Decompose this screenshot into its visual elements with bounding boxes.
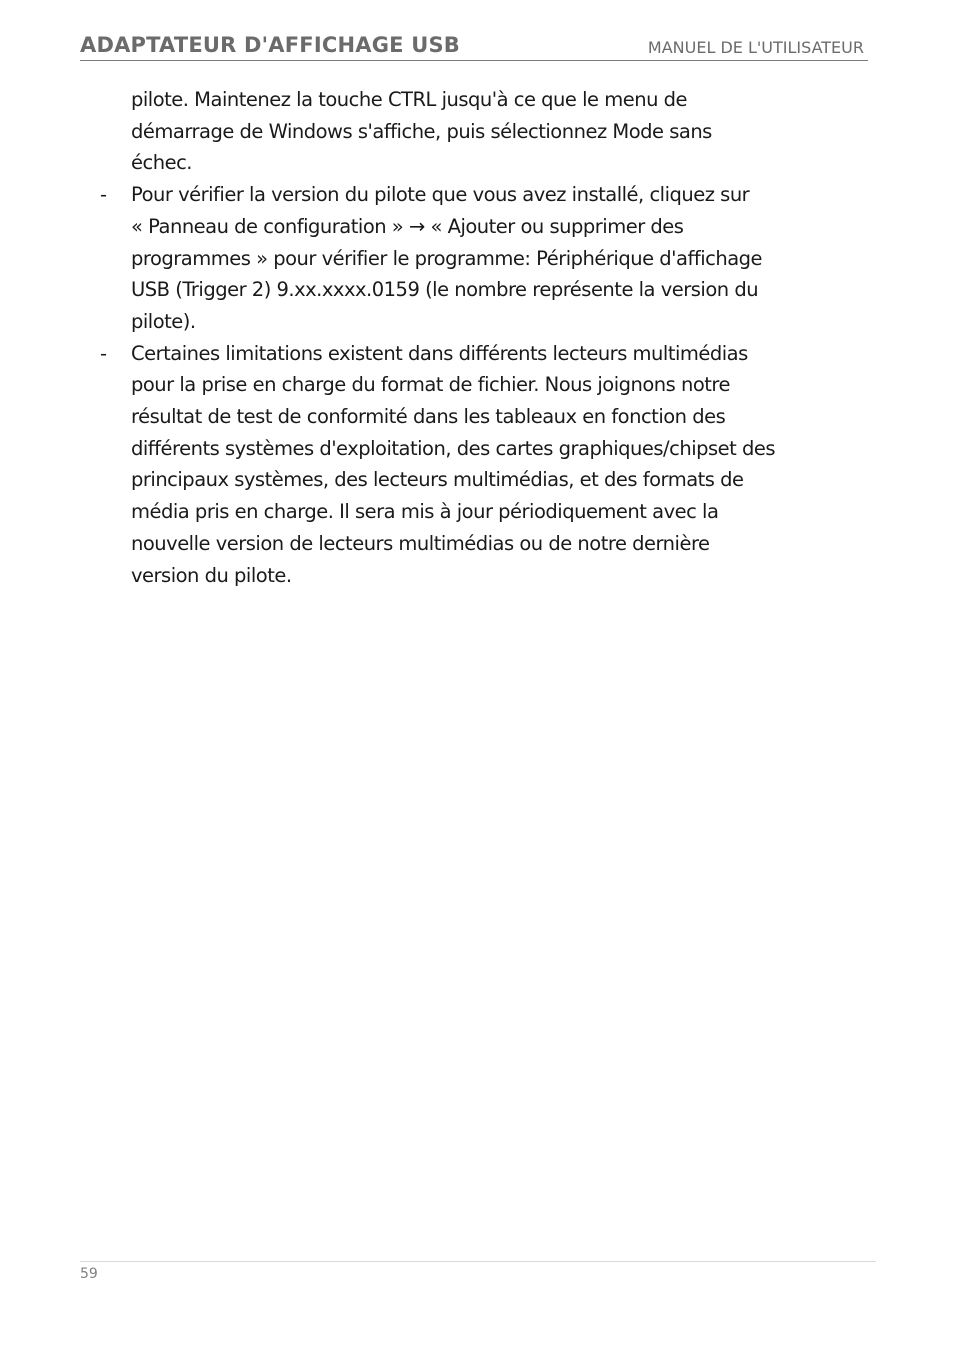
text-line: principaux systèmes, des lecteurs multimédias, et des formats de (131, 468, 744, 492)
text-line: différents systèmes d'exploitation, des cartes graphiques/chipset des (131, 436, 776, 460)
text-line: USB (Trigger 2) 9.xx.xxxx.0159 (le nombre représente la version du (131, 278, 759, 302)
manual-label: MANUEL DE L'UTILISATEUR (647, 38, 864, 57)
text-line: échec. (131, 151, 192, 175)
bullet-dash: - (100, 183, 107, 207)
text-line: résultat de test de conformité dans les tableaux en fonction des (131, 405, 726, 429)
footer-divider (80, 1261, 876, 1262)
text-line: programmes » pour vérifier le programme: Périphérique d'affichage (131, 246, 763, 270)
text-line: démarrage de Windows s'affiche, puis sélectionnez Mode sans (131, 119, 712, 143)
text-line: Pour vérifier la version du pilote que vous avez installé, cliquez sur (131, 183, 750, 207)
document-title: ADAPTATEUR D'AFFICHAGE USB (80, 33, 460, 57)
text-line: nouvelle version de lecteurs multimédias ou de notre dernière (131, 531, 710, 555)
page-number: 59 (80, 1266, 98, 1282)
bullet-dash: - (100, 341, 107, 365)
page-header (80, 32, 868, 61)
bullet-item-media-limitations (100, 338, 890, 592)
text-line: version du pilote. (131, 563, 292, 587)
text-line: « Panneau de configuration » → « Ajouter ou supprimer des (131, 214, 684, 238)
paragraph-continued (100, 84, 890, 179)
text-line: pour la prise en charge du format de fichier. Nous joignons notre (131, 373, 731, 397)
text-line: Certaines limitations existent dans différents lecteurs multimédias (131, 341, 748, 365)
text-line: média pris en charge. Il sera mis à jour périodiquement avec la (131, 500, 719, 524)
page-body (100, 84, 890, 591)
text-line: pilote. Maintenez la touche CTRL jusqu'à ce que le menu de (131, 88, 688, 111)
text-line: pilote). (131, 309, 196, 333)
bullet-item-driver-version (100, 179, 890, 338)
